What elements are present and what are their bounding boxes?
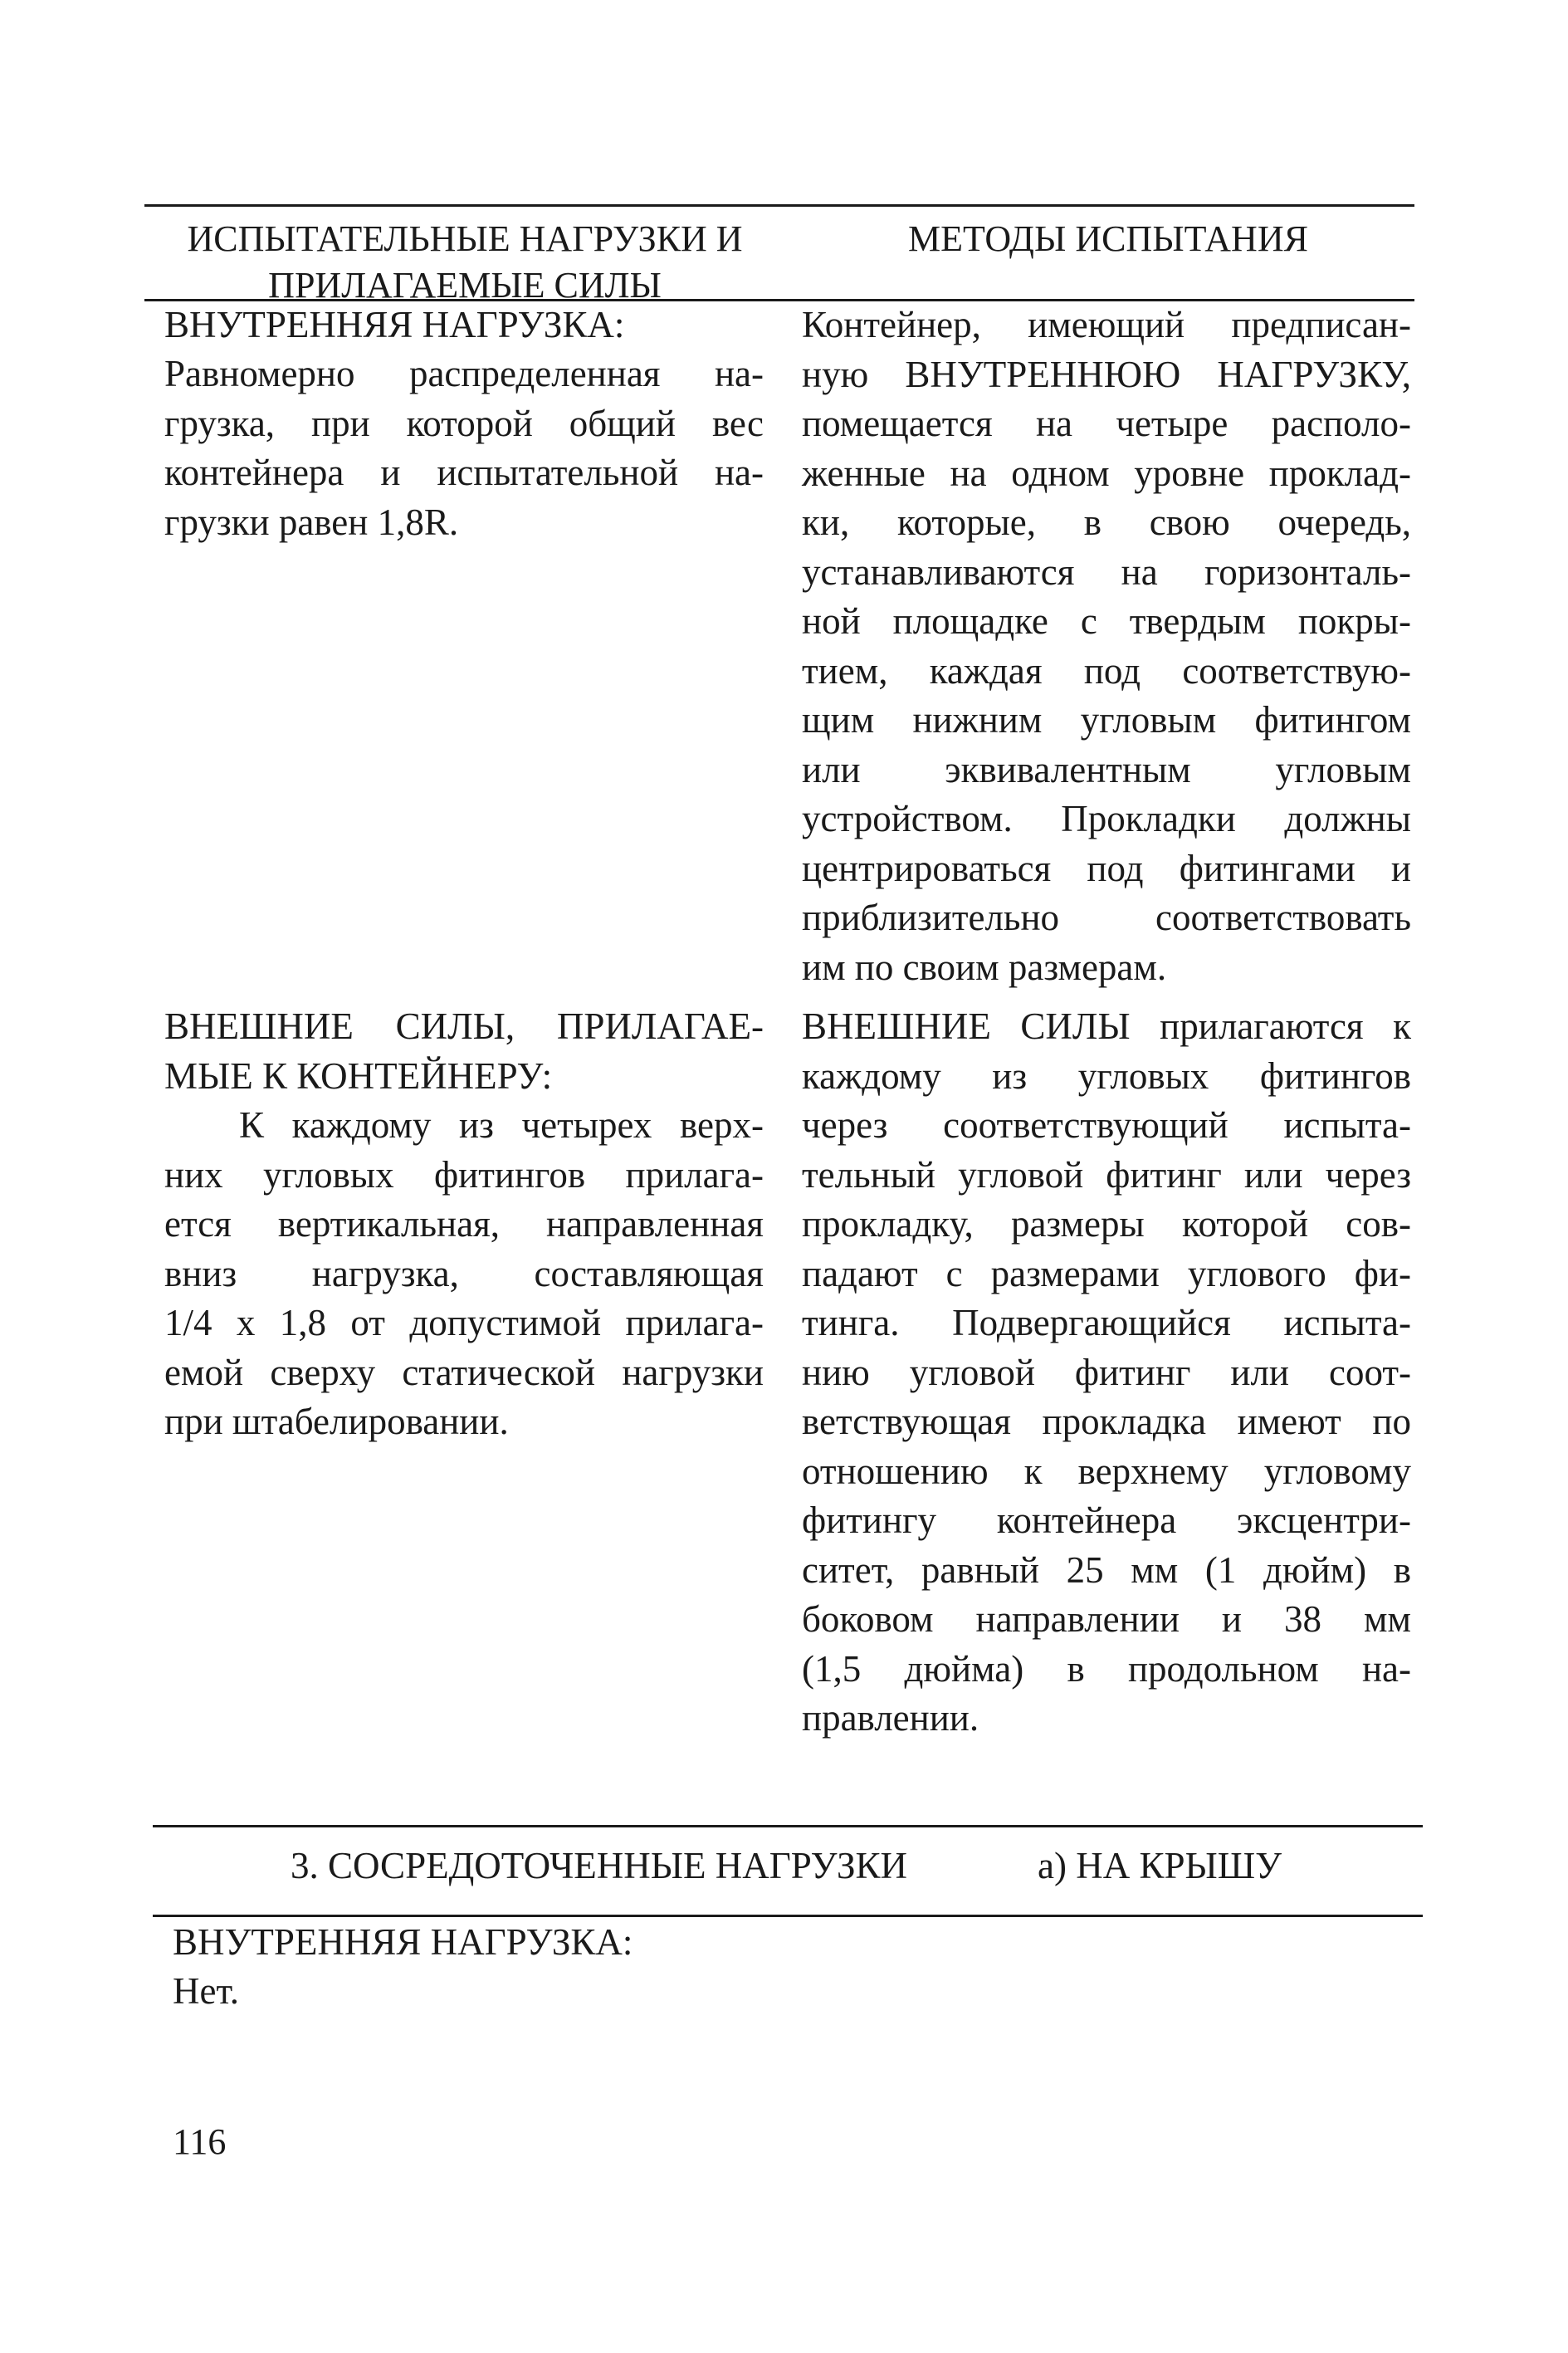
text-line: ную ВНУТРЕННЮЮ НАГРУЗКУ, <box>802 353 1411 395</box>
text-line: грузки равен 1,8R. <box>164 501 459 543</box>
header-left-line-2: ПРИЛАГАЕМЫЕ СИЛЫ <box>268 265 662 306</box>
text-line: К каждому из четырех верх- <box>239 1104 764 1146</box>
text-line: фитингу контейнера эксцентри- <box>802 1499 1411 1541</box>
internal-load-heading: ВНУТРЕННЯЯ НАГРУЗКА: <box>164 304 625 345</box>
text-line: ВНЕШНИЕ СИЛЫ прилагаются к <box>802 1005 1411 1047</box>
text-line: них угловых фитингов прилага- <box>164 1153 764 1196</box>
text-line: тием, каждая под соответствую- <box>802 649 1411 692</box>
text-line: ки, которые, в свою очередь, <box>802 501 1411 543</box>
text-line: каждому из угловых фитингов <box>802 1054 1411 1097</box>
section-title: 3. СОСРЕДОТОЧЕННЫЕ НАГРУЗКИ <box>291 1845 908 1886</box>
text-line: отношению к верхнему угловому <box>802 1450 1411 1492</box>
page-number: 116 <box>173 2121 227 2162</box>
text-line: женные на одном уровне проклад- <box>802 452 1411 494</box>
text-line: грузка, при которой общий вес <box>164 402 764 444</box>
text-line: прокладку, размеры которой сов- <box>802 1203 1411 1245</box>
text-line: центрироваться под фитингами и <box>802 847 1411 889</box>
text-line: устанавливаются на горизонталь- <box>802 550 1411 593</box>
text-line: ветствующая прокладка имеют по <box>802 1401 1411 1442</box>
table-top-rule <box>144 204 1414 207</box>
external-forces-method <box>802 1002 1411 1744</box>
internal-load-description <box>164 350 764 547</box>
text-line: Равномерно распределенная на- <box>164 353 764 394</box>
section-header-rule <box>153 1915 1423 1917</box>
text-line: 1/4 x 1,8 от допустимой прилага- <box>164 1302 764 1343</box>
text-line: ной площадке с твердым покры- <box>802 600 1411 642</box>
text-line: тельный угловой фитинг или через <box>802 1153 1411 1196</box>
header-left-line-1: ИСПЫТАТЕЛЬНЫЕ НАГРУЗКИ И <box>187 218 743 259</box>
text-line: или эквивалентным угловым <box>802 748 1411 790</box>
section-top-rule <box>153 1825 1423 1827</box>
text-line: правлении. <box>802 1697 979 1739</box>
text-line: падают с размерами углового фи- <box>802 1252 1411 1294</box>
text-line: через соответствующий испыта- <box>802 1104 1411 1146</box>
header-right <box>797 216 1419 262</box>
section-subtitle: а) НА КРЫШУ <box>1038 1845 1282 1886</box>
text-line: приблизительно соответствовать <box>802 897 1411 938</box>
text-line: Контейнер, имеющий предписан- <box>802 304 1411 345</box>
external-forces-heading <box>164 1002 764 1101</box>
text-line: ется вертикальная, направленная <box>164 1203 764 1245</box>
text-line: ВНЕШНИЕ СИЛЫ, ПРИЛАГАЕ- <box>164 1005 764 1047</box>
text-line: им по своим размерам. <box>802 946 1167 988</box>
header-right-label: МЕТОДЫ ИСПЫТАНИЯ <box>908 218 1308 259</box>
text-line: МЫЕ К КОНТЕЙНЕРУ: <box>164 1054 553 1097</box>
section-internal-load-value: Нет. <box>173 1970 240 2012</box>
text-line: вниз нагрузка, составляющая <box>164 1252 764 1294</box>
internal-load-method <box>802 301 1411 992</box>
section-internal-load-heading: ВНУТРЕННЯЯ НАГРУЗКА: <box>173 1921 633 1963</box>
text-line: контейнера и испытательной на- <box>164 452 764 493</box>
text-line: тинга. Подвергающийся испыта- <box>802 1302 1411 1343</box>
text-line: щим нижним угловым фитингом <box>802 699 1411 741</box>
text-line: при штабелировании. <box>164 1401 509 1442</box>
text-line: устройством. Прокладки должны <box>802 798 1411 839</box>
text-line: емой сверху статической нагрузки <box>164 1351 764 1393</box>
text-line: помещается на четыре располо- <box>802 403 1411 444</box>
text-line: (1,5 дюйма) в продольном на- <box>802 1647 1411 1690</box>
text-line: ситет, равный 25 мм (1 дюйм) в <box>802 1548 1411 1591</box>
text-line: боковом направлении и 38 мм <box>802 1598 1411 1640</box>
header-left <box>149 216 780 309</box>
text-line: нию угловой фитинг или соот- <box>802 1351 1411 1393</box>
external-forces-description <box>164 1101 764 1447</box>
